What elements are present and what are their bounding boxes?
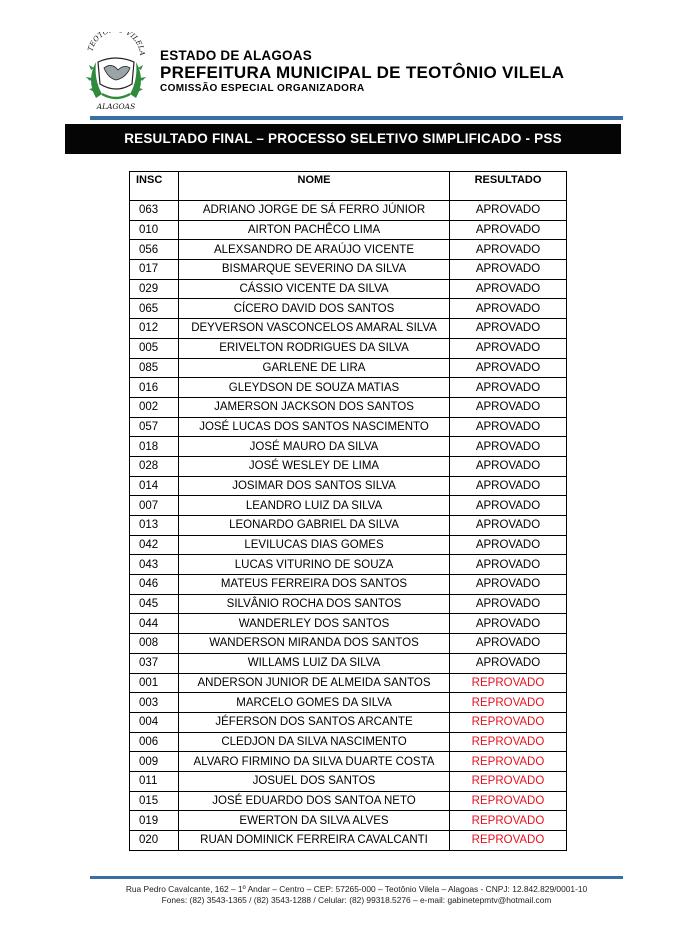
table-row [130,575,567,595]
prefeitura-name: PREFEITURA MUNICIPAL DE TEOTÔNIO VILELA [160,63,565,82]
cell-insc: 017 [130,260,179,280]
cell-insc: 002 [130,397,179,417]
cell-nome: JOSUEL DOS SANTOS [179,771,450,791]
cell-resultado: REPROVADO [450,673,567,693]
cell-nome: JOSIMAR DOS SANTOS SILVA [179,476,450,496]
table-row [130,338,567,358]
cell-resultado: APROVADO [450,260,567,280]
table-row [130,279,567,299]
table-row [130,378,567,398]
cell-nome: LEANDRO LUIZ DA SILVA [179,496,450,516]
table-row [130,516,567,536]
table-row [130,771,567,791]
cell-insc: 045 [130,594,179,614]
cell-nome: LEVILUCAS DIAS GOMES [179,535,450,555]
cell-resultado: REPROVADO [450,771,567,791]
cell-insc: 029 [130,279,179,299]
cell-resultado: APROVADO [450,653,567,673]
municipal-coat-of-arms-logo [82,32,150,112]
column-header-nome: NOME [179,172,450,201]
table-header-row [130,172,567,201]
cell-nome: GARLENE DE LIRA [179,358,450,378]
table-row [130,791,567,811]
cell-resultado: APROVADO [450,397,567,417]
table-row [130,397,567,417]
cell-insc: 014 [130,476,179,496]
cell-resultado: REPROVADO [450,791,567,811]
cell-insc: 013 [130,516,179,536]
cell-resultado: REPROVADO [450,831,567,851]
cell-nome: LEONARDO GABRIEL DA SILVA [179,516,450,536]
table-row [130,201,567,221]
cell-nome: CÍCERO DAVID DOS SANTOS [179,299,450,319]
table-row [130,614,567,634]
table-row [130,831,567,851]
footer-contacts: Fones: (82) 3543-1365 / (82) 3543-1288 / Celular: (82) 99318.5276 – e-mail: gabinetepmtv@hotmail.com [161,895,552,905]
cell-resultado: APROVADO [450,555,567,575]
cell-insc: 065 [130,299,179,319]
cell-insc: 043 [130,555,179,575]
cell-insc: 008 [130,634,179,654]
cell-resultado: APROVADO [450,299,567,319]
table-row [130,319,567,339]
cell-resultado: REPROVADO [450,811,567,831]
cell-resultado: APROVADO [450,575,567,595]
cell-nome: WANDERSON MIRANDA DOS SANTOS [179,634,450,654]
cell-insc: 046 [130,575,179,595]
cell-insc: 003 [130,693,179,713]
column-header-insc: INSC [130,172,179,201]
commission-name: COMISSÃO ESPECIAL ORGANIZADORA [160,83,365,94]
table-row [130,555,567,575]
header-divider [90,116,623,120]
cell-insc: 056 [130,240,179,260]
cell-nome: ALVARO FIRMINO DA SILVA DUARTE COSTA [179,752,450,772]
cell-nome: BISMARQUE SEVERINO DA SILVA [179,260,450,280]
cell-nome: JOSÉ EDUARDO DOS SANTOA NETO [179,791,450,811]
cell-resultado: APROVADO [450,535,567,555]
table-row [130,594,567,614]
cell-insc: 015 [130,791,179,811]
cell-resultado: APROVADO [450,338,567,358]
cell-nome: JOSÉ LUCAS DOS SANTOS NASCIMENTO [179,417,450,437]
table-row [130,240,567,260]
cell-insc: 063 [130,201,179,221]
cell-resultado: APROVADO [450,279,567,299]
table-row [130,260,567,280]
table-row [130,220,567,240]
document-title-banner: RESULTADO FINAL – PROCESSO SELETIVO SIMPLIFICADO - PSS [65,124,621,154]
cell-resultado: APROVADO [450,437,567,457]
cell-resultado: REPROVADO [450,752,567,772]
table-row [130,476,567,496]
cell-nome: MARCELO GOMES DA SILVA [179,693,450,713]
cell-nome: LUCAS VITURINO DE SOUZA [179,555,450,575]
cell-resultado: APROVADO [450,496,567,516]
cell-insc: 037 [130,653,179,673]
cell-resultado: APROVADO [450,594,567,614]
cell-resultado: APROVADO [450,240,567,260]
footer [90,884,623,906]
cell-insc: 005 [130,338,179,358]
table-row [130,673,567,693]
cell-insc: 012 [130,319,179,339]
cell-insc: 028 [130,456,179,476]
table-row [130,811,567,831]
cell-nome: WANDERLEY DOS SANTOS [179,614,450,634]
table-row [130,358,567,378]
cell-resultado: REPROVADO [450,712,567,732]
letterhead-text [160,48,564,96]
cell-insc: 006 [130,732,179,752]
cell-resultado: APROVADO [450,319,567,339]
cell-insc: 020 [130,831,179,851]
cell-nome: GLEYDSON DE SOUZA MATIAS [179,378,450,398]
table-row [130,496,567,516]
cell-insc: 004 [130,712,179,732]
table-row [130,653,567,673]
cell-nome: ERIVELTON RODRIGUES DA SILVA [179,338,450,358]
table-row [130,535,567,555]
cell-insc: 007 [130,496,179,516]
cell-insc: 018 [130,437,179,457]
table-row [130,299,567,319]
cell-nome: RUAN DOMINICK FERREIRA CAVALCANTI [179,831,450,851]
cell-resultado: APROVADO [450,201,567,221]
cell-insc: 019 [130,811,179,831]
cell-resultado: APROVADO [450,220,567,240]
cell-insc: 011 [130,771,179,791]
table-row [130,456,567,476]
cell-resultado: REPROVADO [450,732,567,752]
cell-nome: CLEDJON DA SILVA NASCIMENTO [179,732,450,752]
cell-nome: ANDERSON JUNIOR DE ALMEIDA SANTOS [179,673,450,693]
table-row [130,752,567,772]
cell-resultado: APROVADO [450,614,567,634]
cell-nome: ADRIANO JORGE DE SÁ FERRO JÚNIOR [179,201,450,221]
cell-insc: 001 [130,673,179,693]
cell-insc: 042 [130,535,179,555]
results-table [129,171,567,851]
column-header-resultado: RESULTADO [450,172,567,201]
cell-nome: JAMERSON JACKSON DOS SANTOS [179,397,450,417]
cell-nome: EWERTON DA SILVA ALVES [179,811,450,831]
svg-text:ALAGOAS: ALAGOAS [96,102,136,111]
cell-nome: CÁSSIO VICENTE DA SILVA [179,279,450,299]
state-name: ESTADO DE ALAGOAS [160,48,312,63]
cell-insc: 010 [130,220,179,240]
table-row [130,437,567,457]
table-row [130,732,567,752]
cell-resultado: APROVADO [450,456,567,476]
letterhead [78,28,638,118]
table-row [130,693,567,713]
cell-resultado: APROVADO [450,634,567,654]
footer-address: Rua Pedro Cavalcante, 162 – 1º Andar – Centro – CEP: 57265-000 – Teotônio Vilela – Alagoas - CNPJ: 12.842.829/0001-10 [125,884,588,894]
cell-insc: 044 [130,614,179,634]
table-row [130,417,567,437]
cell-insc: 016 [130,378,179,398]
cell-resultado: APROVADO [450,476,567,496]
cell-nome: JÉFERSON DOS SANTOS ARCANTE [179,712,450,732]
cell-resultado: APROVADO [450,516,567,536]
table-row [130,634,567,654]
cell-resultado: APROVADO [450,358,567,378]
cell-resultado: APROVADO [450,417,567,437]
cell-resultado: APROVADO [450,378,567,398]
cell-nome: JOSÉ WESLEY DE LIMA [179,456,450,476]
cell-nome: AIRTON PACHÊCO LIMA [179,220,450,240]
footer-divider [90,876,623,879]
cell-nome: ALEXSANDRO DE ARAÚJO VICENTE [179,240,450,260]
cell-nome: JOSÉ MAURO DA SILVA [179,437,450,457]
cell-insc: 057 [130,417,179,437]
cell-nome: WILLAMS LUIZ DA SILVA [179,653,450,673]
cell-nome: MATEUS FERREIRA DOS SANTOS [179,575,450,595]
table-body [130,201,567,851]
cell-insc: 085 [130,358,179,378]
table-row [130,712,567,732]
cell-insc: 009 [130,752,179,772]
cell-resultado: REPROVADO [450,693,567,713]
cell-nome: DEYVERSON VASCONCELOS AMARAL SILVA [179,319,450,339]
cell-nome: SILVÂNIO ROCHA DOS SANTOS [179,594,450,614]
svg-text:TEOTÔNIO VILELA: TEOTÔ VILELA [86,32,147,57]
